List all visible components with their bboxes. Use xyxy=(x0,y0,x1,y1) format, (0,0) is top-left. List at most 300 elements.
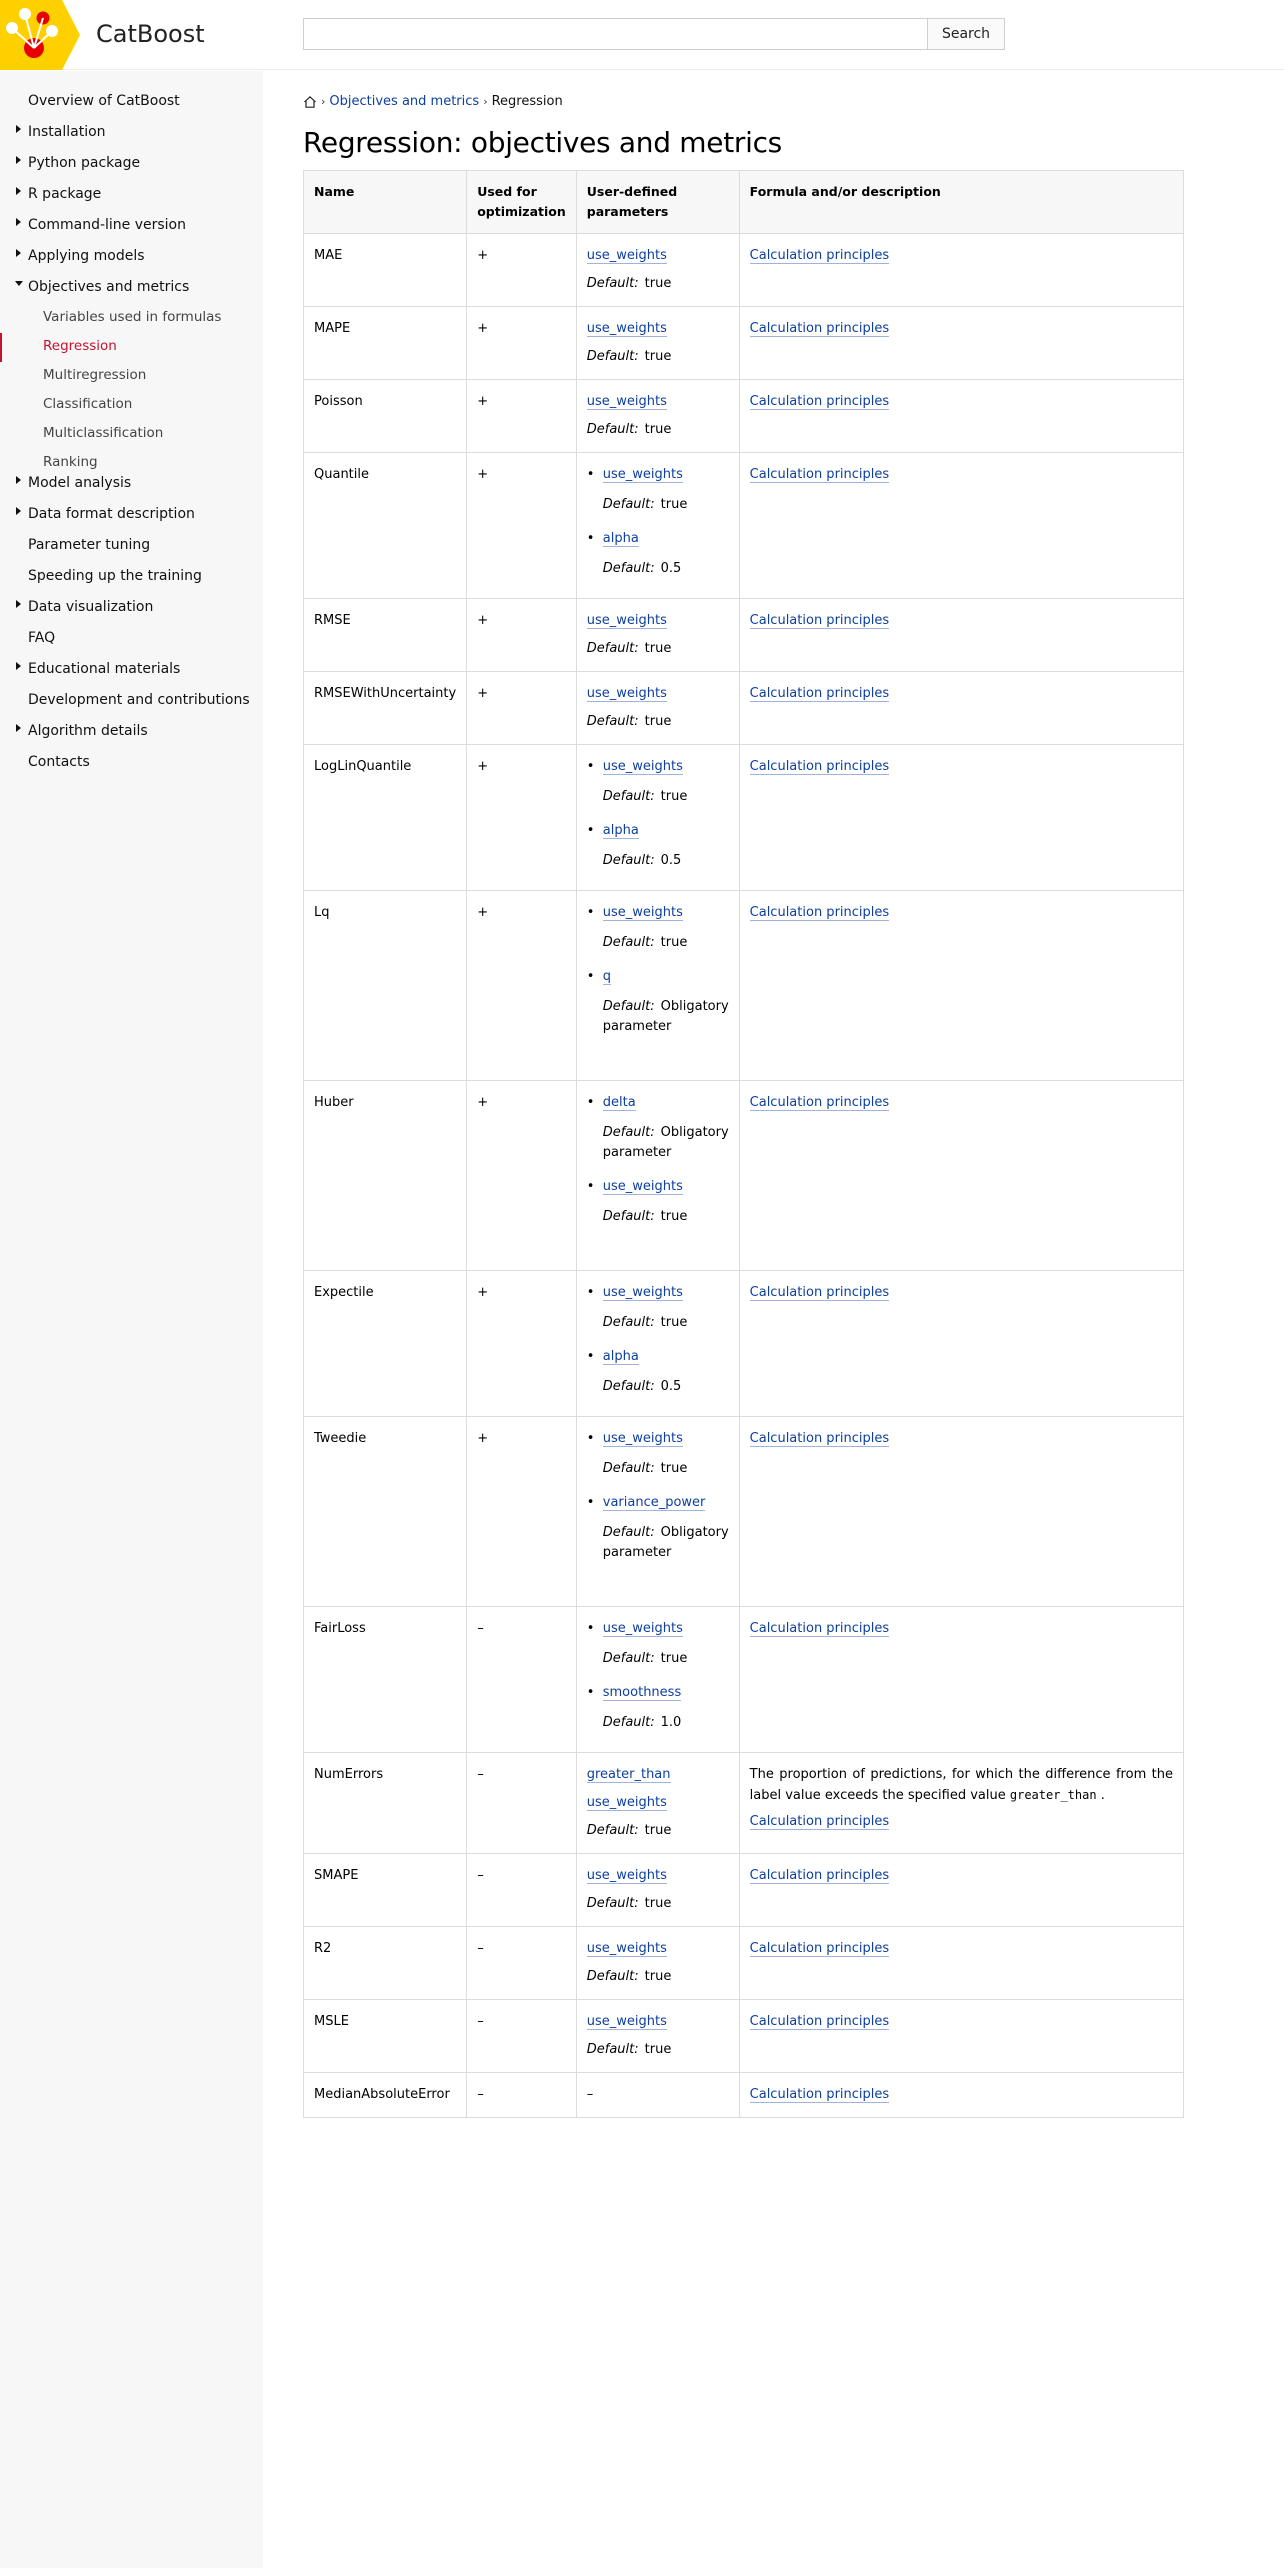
table-row xyxy=(304,1417,1184,1607)
parameter-item xyxy=(587,967,729,1037)
parameter-link-alpha[interactable]: alpha xyxy=(602,531,639,546)
optimization-flag: – xyxy=(467,2000,577,2073)
parameter-item xyxy=(587,1283,729,1333)
default-label: Default: xyxy=(586,1823,639,1838)
default-value: true xyxy=(660,497,688,512)
parameter-item xyxy=(587,1765,729,1785)
table-row xyxy=(304,234,1184,307)
parameter-default xyxy=(603,495,729,515)
parameter-default xyxy=(587,420,729,440)
parameter-item xyxy=(587,246,729,294)
parameter-default xyxy=(603,1313,729,1333)
metric-name: MAE xyxy=(304,234,467,307)
calculation-principles-link[interactable]: Calculation principles xyxy=(749,1431,890,1446)
optimization-flag: – xyxy=(467,2073,577,2118)
caret-down-icon[interactable] xyxy=(15,280,23,288)
default-label: Default: xyxy=(586,2042,639,2057)
parameter-link-use-weights[interactable]: use_weights xyxy=(586,686,667,701)
caret-right-icon[interactable] xyxy=(15,249,23,257)
default-value: true xyxy=(644,1896,672,1911)
sidebar-subitem-classification[interactable] xyxy=(0,391,263,420)
sidebar-item-label: Command-line version xyxy=(28,217,186,233)
parameter-default xyxy=(603,1649,729,1669)
default-label: Default: xyxy=(602,1125,655,1140)
parameter-default xyxy=(587,2040,729,2060)
parameter-default xyxy=(603,1459,729,1479)
sidebar-item-objectives-and-metrics[interactable] xyxy=(0,273,263,304)
parameter-item xyxy=(587,821,729,871)
default-value: 0.5 xyxy=(660,853,682,868)
description-code: greater_than xyxy=(1009,1788,1097,1802)
parameter-item xyxy=(587,1793,729,1841)
parameters-cell xyxy=(576,453,739,599)
default-value: true xyxy=(644,2042,672,2057)
default-value: Obligatory parameter xyxy=(602,1525,729,1560)
parameter-default xyxy=(603,851,729,871)
column-header-description: Formula and/or description xyxy=(739,171,1183,234)
description-cell xyxy=(739,380,1183,453)
description-cell xyxy=(739,1081,1183,1271)
sidebar-item-educational-materials[interactable] xyxy=(0,655,263,686)
metric-name: Lq xyxy=(304,891,467,1081)
parameter-link-smoothness[interactable]: smoothness xyxy=(602,1685,682,1700)
parameter-item xyxy=(587,611,729,659)
description-cell xyxy=(739,1271,1183,1417)
breadcrumb-separator-icon: › xyxy=(321,95,326,108)
table-row xyxy=(304,1753,1184,1854)
default-label: Default: xyxy=(602,935,655,950)
parameters-cell xyxy=(576,2073,739,2118)
parameter-default xyxy=(587,1821,729,1841)
optimization-flag: + xyxy=(467,1271,577,1417)
parameter-default xyxy=(603,1377,729,1397)
sidebar-item-data-visualization[interactable] xyxy=(0,593,263,624)
parameters-list xyxy=(587,465,729,579)
top-header xyxy=(0,0,1284,70)
calculation-principles-link[interactable]: Calculation principles xyxy=(749,1621,890,1636)
sidebar-item-label: Model analysis xyxy=(28,475,132,491)
optimization-flag: + xyxy=(467,234,577,307)
metric-name: Poisson xyxy=(304,380,467,453)
caret-right-icon[interactable] xyxy=(15,156,23,164)
calculation-principles-link[interactable]: Calculation principles xyxy=(749,1814,890,1829)
parameters-list xyxy=(587,1283,729,1397)
parameter-item xyxy=(587,903,729,953)
table-row xyxy=(304,1607,1184,1753)
description-cell xyxy=(739,1927,1183,2000)
description-cell xyxy=(739,672,1183,745)
parameter-link-use-weights[interactable]: use_weights xyxy=(586,321,667,336)
parameter-link-use-weights[interactable]: use_weights xyxy=(586,394,667,409)
parameter-item xyxy=(587,1093,729,1163)
metric-name: MedianAbsoluteError xyxy=(304,2073,467,2118)
parameters-list xyxy=(587,1429,729,1563)
description-cell xyxy=(739,745,1183,891)
parameter-item xyxy=(587,684,729,732)
sidebar-item-label: Objectives and metrics xyxy=(28,279,190,295)
parameters-list xyxy=(587,903,729,1037)
parameter-link-use-weights[interactable]: use_weights xyxy=(586,1868,667,1883)
default-value: true xyxy=(660,789,688,804)
default-value: true xyxy=(660,1315,688,1330)
optimization-flag: + xyxy=(467,307,577,380)
caret-right-icon[interactable] xyxy=(15,600,23,608)
metric-name: R2 xyxy=(304,1927,467,2000)
column-header-parameters: User-defined parameters xyxy=(576,171,739,234)
sidebar-item-label: Data visualization xyxy=(28,599,154,615)
sidebar-item-python-package[interactable] xyxy=(0,149,263,180)
caret-right-icon[interactable] xyxy=(15,125,23,133)
parameter-link-alpha[interactable]: alpha xyxy=(602,1349,639,1364)
parameter-item xyxy=(587,392,729,440)
parameter-default xyxy=(603,1713,729,1733)
calculation-principles-link[interactable]: Calculation principles xyxy=(749,1095,890,1110)
default-label: Default: xyxy=(586,714,639,729)
parameter-item xyxy=(587,1429,729,1479)
sidebar-subitem-multiregression[interactable] xyxy=(0,362,263,391)
parameter-default xyxy=(587,347,729,367)
metric-name: MSLE xyxy=(304,2000,467,2073)
parameter-item xyxy=(587,1683,729,1733)
optimization-flag: + xyxy=(467,672,577,745)
parameter-link-use-weights[interactable]: use_weights xyxy=(602,1431,683,1446)
parameter-link-use-weights[interactable]: use_weights xyxy=(602,1285,683,1300)
parameter-default xyxy=(603,1207,729,1227)
metric-name: SMAPE xyxy=(304,1854,467,1927)
description-cell xyxy=(739,891,1183,1081)
column-header-name: Name xyxy=(304,171,467,234)
sidebar-item-contacts[interactable] xyxy=(0,748,263,779)
description-cell xyxy=(739,599,1183,672)
parameter-default xyxy=(603,787,729,807)
sidebar-nav xyxy=(0,71,263,2568)
description-cell xyxy=(739,2073,1183,2118)
sidebar-item-speeding-up-the-training[interactable] xyxy=(0,562,263,593)
default-value: true xyxy=(660,935,688,950)
optimization-flag: + xyxy=(467,1081,577,1271)
parameter-default xyxy=(603,997,729,1037)
calculation-principles-link[interactable]: Calculation principles xyxy=(749,467,890,482)
sidebar-subitem-label: Variables used in formulas xyxy=(43,309,222,325)
default-value: true xyxy=(660,1209,688,1224)
default-label: Default: xyxy=(602,1525,655,1540)
breadcrumb xyxy=(303,94,563,109)
parameter-default xyxy=(603,1123,729,1163)
description-text: The proportion of predictions, for which the difference from the label value exceeds the specified value xyxy=(749,1767,1173,1803)
sidebar-subitem-label: Ranking xyxy=(43,454,98,470)
optimization-flag: + xyxy=(467,599,577,672)
parameters-cell xyxy=(576,2000,739,2073)
table-row xyxy=(304,745,1184,891)
table-row xyxy=(304,672,1184,745)
parameter-default xyxy=(587,639,729,659)
metric-name: Huber xyxy=(304,1081,467,1271)
parameter-item xyxy=(587,1619,729,1669)
default-value: true xyxy=(644,1823,672,1838)
parameters-list xyxy=(587,1619,729,1733)
calculation-principles-link[interactable]: Calculation principles xyxy=(749,248,890,263)
optimization-flag: + xyxy=(467,891,577,1081)
calculation-principles-link[interactable]: Calculation principles xyxy=(749,1285,890,1300)
caret-right-icon[interactable] xyxy=(15,507,23,515)
parameters-cell xyxy=(576,1854,739,1927)
default-value: true xyxy=(644,641,672,656)
default-label: Default: xyxy=(602,853,655,868)
parameters-cell xyxy=(576,1927,739,2000)
sidebar-subitem-multiclassification[interactable] xyxy=(0,420,263,449)
parameter-item xyxy=(587,465,729,515)
sidebar-subitem-label: Multiregression xyxy=(43,367,147,383)
sidebar-item-label: Applying models xyxy=(28,248,145,264)
parameter-default xyxy=(587,1894,729,1914)
default-value: Obligatory parameter xyxy=(602,999,729,1034)
sidebar-subitem-regression[interactable] xyxy=(0,333,263,362)
calculation-principles-link[interactable]: Calculation principles xyxy=(749,321,890,336)
optimization-flag: + xyxy=(467,1417,577,1607)
calculation-principles-link[interactable]: Calculation principles xyxy=(749,2087,890,2102)
parameter-default xyxy=(603,933,729,953)
description-cell xyxy=(739,1607,1183,1753)
calculation-principles-link[interactable]: Calculation principles xyxy=(749,759,890,774)
calculation-principles-link[interactable]: Calculation principles xyxy=(749,2014,890,2029)
sidebar-item-label: Speeding up the training xyxy=(28,568,202,584)
table-row xyxy=(304,599,1184,672)
default-label: Default: xyxy=(602,1715,655,1730)
description-cell xyxy=(739,453,1183,599)
default-label: Default: xyxy=(602,1315,655,1330)
parameter-link-use-weights[interactable]: use_weights xyxy=(602,759,683,774)
description-cell xyxy=(739,234,1183,307)
default-label: Default: xyxy=(586,422,639,437)
parameter-default xyxy=(587,1967,729,1987)
search-button[interactable]: Search xyxy=(927,18,1005,50)
sidebar-item-algorithm-details[interactable] xyxy=(0,717,263,748)
default-label: Default: xyxy=(602,789,655,804)
parameters-cell xyxy=(576,1607,739,1753)
parameters-cell xyxy=(576,1271,739,1417)
caret-right-icon[interactable] xyxy=(15,662,23,670)
table-row xyxy=(304,1081,1184,1271)
parameters-cell xyxy=(576,234,739,307)
default-value: true xyxy=(644,276,672,291)
calculation-principles-link[interactable]: Calculation principles xyxy=(749,686,890,701)
parameters-list xyxy=(587,1093,729,1227)
parameters-cell xyxy=(576,1081,739,1271)
metric-name: RMSE xyxy=(304,599,467,672)
default-label: Default: xyxy=(602,999,655,1014)
default-label: Default: xyxy=(602,1461,655,1476)
sidebar-item-data-format-description[interactable] xyxy=(0,500,263,531)
optimization-flag: + xyxy=(467,453,577,599)
description-cell xyxy=(739,1854,1183,1927)
description-end: . xyxy=(1100,1788,1105,1803)
sidebar-item-r-package[interactable] xyxy=(0,180,263,211)
parameter-link-use-weights[interactable]: use_weights xyxy=(602,1621,683,1636)
default-label: Default: xyxy=(586,1896,639,1911)
default-value: 1.0 xyxy=(660,1715,682,1730)
table-row xyxy=(304,2000,1184,2073)
parameter-link-delta[interactable]: delta xyxy=(602,1095,636,1110)
calculation-principles-link[interactable]: Calculation principles xyxy=(749,613,890,628)
sidebar-item-label: Parameter tuning xyxy=(28,537,151,553)
parameter-link-alpha[interactable]: alpha xyxy=(602,823,639,838)
parameters-cell xyxy=(576,599,739,672)
parameter-item xyxy=(587,319,729,367)
parameter-link-q[interactable]: q xyxy=(602,969,612,984)
default-label: Default: xyxy=(602,497,655,512)
sidebar-item-parameter-tuning[interactable] xyxy=(0,531,263,562)
page-title: Regression: objectives and metrics xyxy=(303,126,782,159)
parameter-link-variance-power[interactable]: variance_power xyxy=(602,1495,706,1510)
parameters-cell xyxy=(576,672,739,745)
default-label: Default: xyxy=(586,349,639,364)
sidebar-subitem-ranking[interactable] xyxy=(0,449,263,478)
calculation-principles-link[interactable]: Calculation principles xyxy=(749,1941,890,1956)
parameter-link-use-weights[interactable]: use_weights xyxy=(602,1179,683,1194)
description-cell xyxy=(739,307,1183,380)
parameters-cell xyxy=(576,891,739,1081)
table-row xyxy=(304,1854,1184,1927)
parameter-link-use-weights[interactable]: use_weights xyxy=(586,248,667,263)
table-row xyxy=(304,891,1184,1081)
parameter-link-use-weights[interactable]: use_weights xyxy=(586,1941,667,1956)
caret-right-icon[interactable] xyxy=(15,187,23,195)
parameter-item xyxy=(587,1939,729,1987)
parameter-default xyxy=(603,1523,729,1563)
table-row xyxy=(304,453,1184,599)
table-row xyxy=(304,2073,1184,2118)
sidebar-item-label: Development and contributions xyxy=(28,692,250,708)
table-row xyxy=(304,1271,1184,1417)
default-label: Default: xyxy=(586,276,639,291)
metrics-table xyxy=(303,170,1184,2118)
metric-name: FairLoss xyxy=(304,1607,467,1753)
default-label: Default: xyxy=(602,561,655,576)
parameter-link-use-weights[interactable]: use_weights xyxy=(586,613,667,628)
breadcrumb-separator-icon: › xyxy=(483,95,488,108)
default-label: Default: xyxy=(602,1379,655,1394)
parameters-cell xyxy=(576,745,739,891)
optimization-flag: – xyxy=(467,1607,577,1753)
metric-name: MAPE xyxy=(304,307,467,380)
metric-name: NumErrors xyxy=(304,1753,467,1854)
calculation-principles-link[interactable]: Calculation principles xyxy=(749,1868,890,1883)
default-value: 0.5 xyxy=(660,1379,682,1394)
sidebar-subitem-variables-used-in-formulas[interactable] xyxy=(0,304,263,333)
default-label: Default: xyxy=(602,1209,655,1224)
sidebar-item-overview-of-catboost[interactable] xyxy=(0,87,263,118)
optimization-flag: + xyxy=(467,380,577,453)
parameter-link-use-weights[interactable]: use_weights xyxy=(586,2014,667,2029)
sidebar-item-installation[interactable] xyxy=(0,118,263,149)
optimization-flag: – xyxy=(467,1927,577,2000)
default-value: true xyxy=(660,1651,688,1666)
parameter-item xyxy=(587,1177,729,1227)
optimization-flag: – xyxy=(467,1854,577,1927)
metric-name: Tweedie xyxy=(304,1417,467,1607)
sidebar-item-label: R package xyxy=(28,186,102,202)
default-value: true xyxy=(660,1461,688,1476)
default-value: 0.5 xyxy=(660,561,682,576)
breadcrumb-current: Regression xyxy=(491,94,563,109)
no-parameters: – xyxy=(586,2087,594,2102)
metric-name: Quantile xyxy=(304,453,467,599)
caret-right-icon[interactable] xyxy=(15,724,23,732)
brand-name[interactable]: CatBoost xyxy=(96,20,205,48)
parameters-list xyxy=(587,757,729,871)
sidebar-item-label: Algorithm details xyxy=(28,723,148,739)
sidebar-item-faq[interactable] xyxy=(0,624,263,655)
parameter-item xyxy=(587,1866,729,1914)
parameter-link-use-weights[interactable]: use_weights xyxy=(586,1795,667,1810)
sidebar-subitem-label: Classification xyxy=(43,396,133,412)
sidebar-item-command-line-version[interactable] xyxy=(0,211,263,242)
metric-description xyxy=(750,1765,1173,1806)
catboost-logo-icon[interactable] xyxy=(0,0,80,70)
calculation-principles-link[interactable]: Calculation principles xyxy=(749,905,890,920)
default-value: true xyxy=(644,1969,672,1984)
sidebar-item-label: Installation xyxy=(28,124,106,140)
optimization-flag: – xyxy=(467,1753,577,1854)
sidebar-item-applying-models[interactable] xyxy=(0,242,263,273)
search-input[interactable] xyxy=(303,18,927,50)
table-row xyxy=(304,1927,1184,2000)
parameter-default xyxy=(587,274,729,294)
breadcrumb-link-objectives[interactable]: Objectives and metrics xyxy=(329,94,480,109)
sidebar-item-label: Overview of CatBoost xyxy=(28,93,180,109)
parameter-link-use-weights[interactable]: use_weights xyxy=(602,905,683,920)
sidebar-item-label: Educational materials xyxy=(28,661,181,677)
parameter-link-greater-than[interactable]: greater_than xyxy=(586,1767,671,1782)
optimization-flag: + xyxy=(467,745,577,891)
description-cell xyxy=(739,1417,1183,1607)
metric-name: Expectile xyxy=(304,1271,467,1417)
default-value: true xyxy=(644,422,672,437)
default-value: true xyxy=(644,349,672,364)
sidebar-item-label: Python package xyxy=(28,155,141,171)
default-label: Default: xyxy=(586,641,639,656)
parameter-item xyxy=(587,529,729,579)
default-value: true xyxy=(644,714,672,729)
metric-name: RMSEWithUncertainty xyxy=(304,672,467,745)
sidebar-item-development-and-contributions[interactable] xyxy=(0,686,263,717)
sidebar-item-label: FAQ xyxy=(28,630,56,646)
parameter-item xyxy=(587,2012,729,2060)
calculation-principles-link[interactable]: Calculation principles xyxy=(749,394,890,409)
home-icon[interactable] xyxy=(303,95,317,109)
sidebar-subitem-label: Multiclassification xyxy=(43,425,164,441)
sidebar-item-label: Contacts xyxy=(28,754,90,770)
parameters-cell xyxy=(576,1417,739,1607)
column-header-optimization: Used for optimization xyxy=(467,171,577,234)
default-value: Obligatory parameter xyxy=(602,1125,729,1160)
sidebar-item-label: Data format description xyxy=(28,506,195,522)
parameter-default xyxy=(587,712,729,732)
metric-name: LogLinQuantile xyxy=(304,745,467,891)
parameter-default xyxy=(603,559,729,579)
default-label: Default: xyxy=(602,1651,655,1666)
caret-right-icon[interactable] xyxy=(15,218,23,226)
default-label: Default: xyxy=(586,1969,639,1984)
parameter-item xyxy=(587,1347,729,1397)
description-cell xyxy=(739,1753,1183,1854)
parameter-link-use-weights[interactable]: use_weights xyxy=(602,467,683,482)
parameter-item xyxy=(587,757,729,807)
parameters-cell xyxy=(576,307,739,380)
table-row xyxy=(304,380,1184,453)
sidebar-subitem-label: Regression xyxy=(43,338,117,354)
table-row xyxy=(304,307,1184,380)
